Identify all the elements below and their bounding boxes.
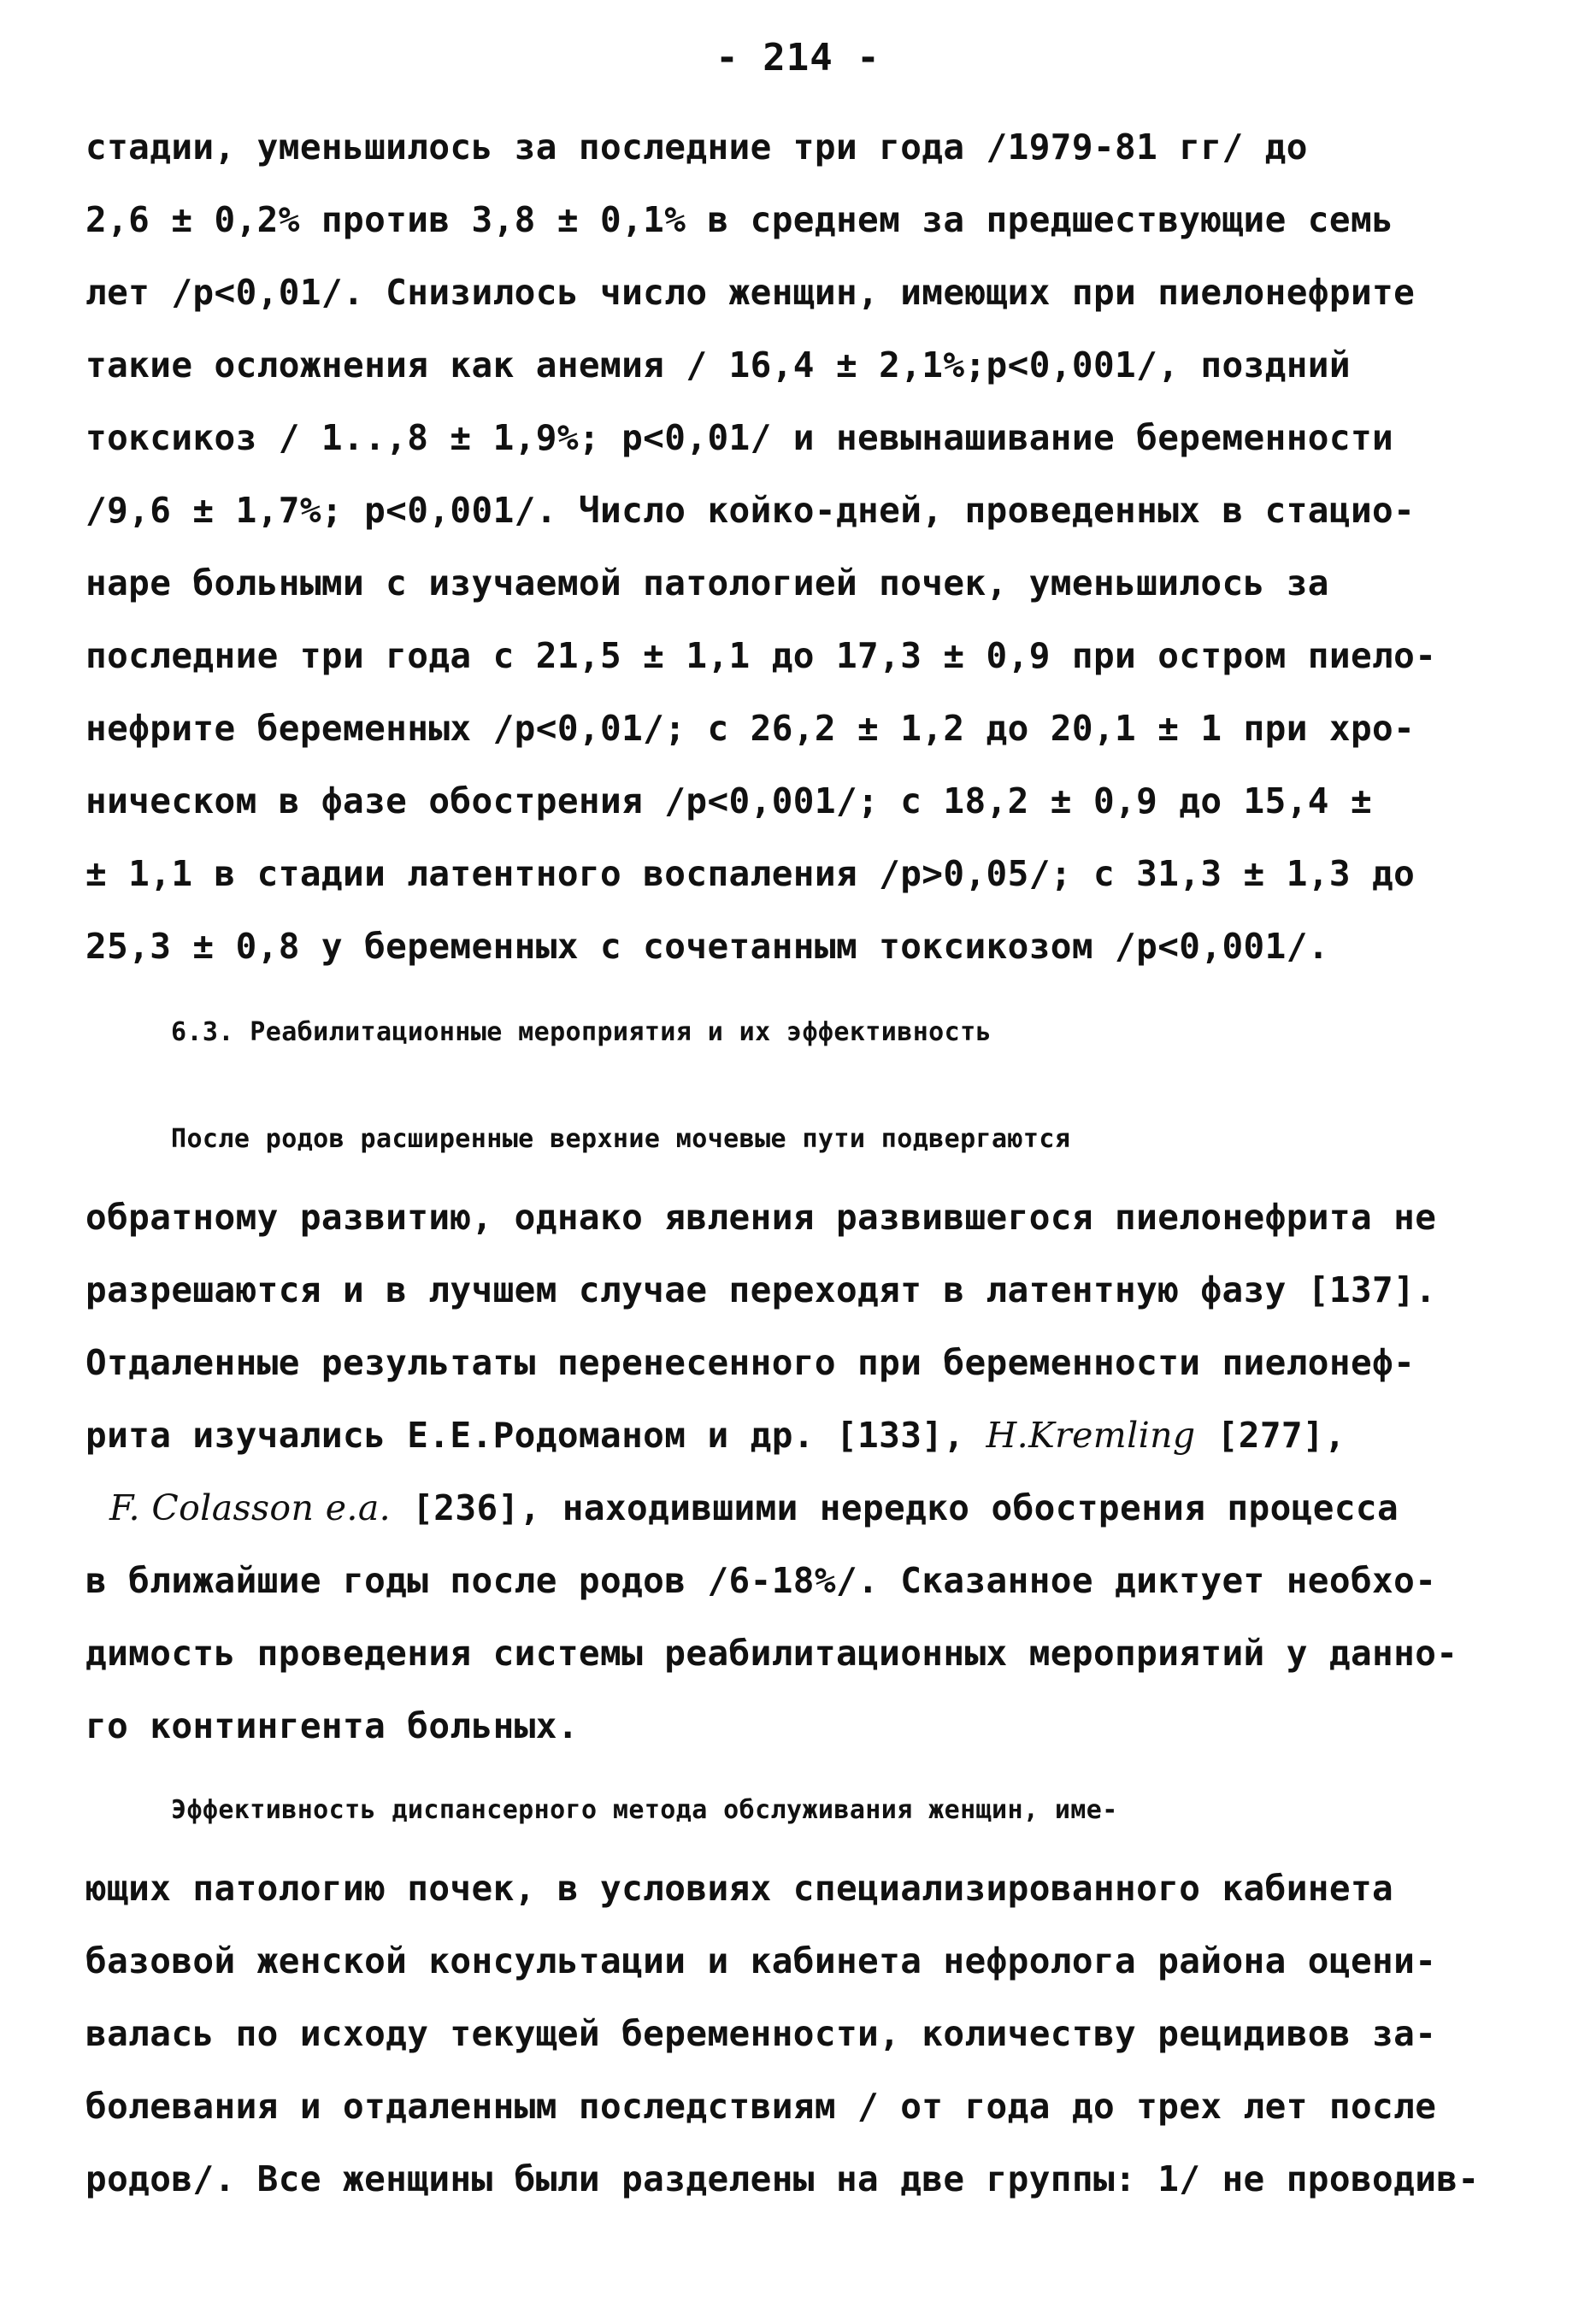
text-line: димость проведения системы реабилитационных мероприятий у данно-: [85, 1633, 1458, 1674]
text-line: обратному развитию, однако явления развившегося пиелонефрита не: [85, 1197, 1437, 1238]
text-span: [277],: [1195, 1415, 1346, 1456]
text-span: рита изучались Е.Е.Родоманом и др. [133],: [85, 1415, 986, 1456]
text-line: [85, 1415, 1522, 1456]
text-line: валась по исходу текущей беременности, количеству рецидивов за-: [85, 2013, 1437, 2054]
text-line: /9,6 ± 1,7%; p<0,001/. Число койко-дней, проведенных в стацио-: [85, 490, 1416, 531]
section-heading: 6.3. Реабилитационные мероприятия и их эффективность: [171, 1017, 992, 1047]
text-line: Эффективность диспансерного метода обслуживания женщин, име-: [171, 1795, 1118, 1825]
text-line: После родов расширенные верхние мочевые пути подвергаются: [171, 1124, 1071, 1154]
text-line: лет /p<0,01/. Снизилось число женщин, имеющих при пиелонефрите: [85, 272, 1416, 313]
text-span: [236], находившими нередко обострения процесса: [391, 1487, 1399, 1528]
text-line: последние три года с 21,5 ± 1,1 до 17,3 ± 0,9 при остром пиело-: [85, 635, 1437, 676]
text-line: [85, 1487, 1522, 1528]
author-name-italic: H.Kremling: [986, 1415, 1196, 1456]
text-line: Отдаленные результаты перенесенного при беременности пиелонеф-: [85, 1342, 1416, 1383]
text-line: базовой женской консультации и кабинета нефролога района оцени-: [85, 1940, 1437, 1981]
text-line: болевания и отдаленным последствиям / от года до трех лет после: [85, 2086, 1437, 2127]
text-line: токсикоз / 1..,8 ± 1,9%; p<0,01/ и невынашивание беременности: [85, 417, 1394, 458]
text-line: 25,3 ± 0,8 у беременных с сочетанным токсикозом /p<0,001/.: [85, 926, 1329, 967]
text-line: ± 1,1 в стадии латентного воспаления /p>0,05/; с 31,3 ± 1,3 до: [85, 853, 1416, 894]
text-line: наре больными с изучаемой патологией почек, уменьшилось за: [85, 562, 1329, 603]
text-line: родов/. Все женщины были разделены на две группы: 1/ не проводив-: [85, 2158, 1480, 2199]
text-line: ническом в фазе обострения /p<0,001/; с 18,2 ± 0,9 до 15,4 ±: [85, 780, 1373, 821]
text-line: в ближайшие годы после родов /6-18%/. Сказанное диктует необхо-: [85, 1560, 1437, 1601]
text-line: ющих патологию почек, в условиях специализированного кабинета: [85, 1868, 1394, 1909]
author-name-italic: F. Colasson e.a.: [109, 1487, 392, 1528]
text-line: стадии, уменьшилось за последние три года /1979-81 гг/ до: [85, 127, 1308, 168]
text-line: такие осложнения как анемия / 16,4 ± 2,1%;p<0,001/, поздний: [85, 344, 1351, 386]
text-line: нефрите беременных /p<0,01/; с 26,2 ± 1,2 до 20,1 ± 1 при хро-: [85, 708, 1416, 749]
text-line: го контингента больных.: [85, 1705, 579, 1746]
page-number: - 214 -: [716, 36, 880, 79]
text-line: разрешаются и в лучшем случае переходят в латентную фазу [137].: [85, 1269, 1437, 1310]
text-line: 2,6 ± 0,2% против 3,8 ± 0,1% в среднем за предшествующие семь: [85, 199, 1394, 240]
